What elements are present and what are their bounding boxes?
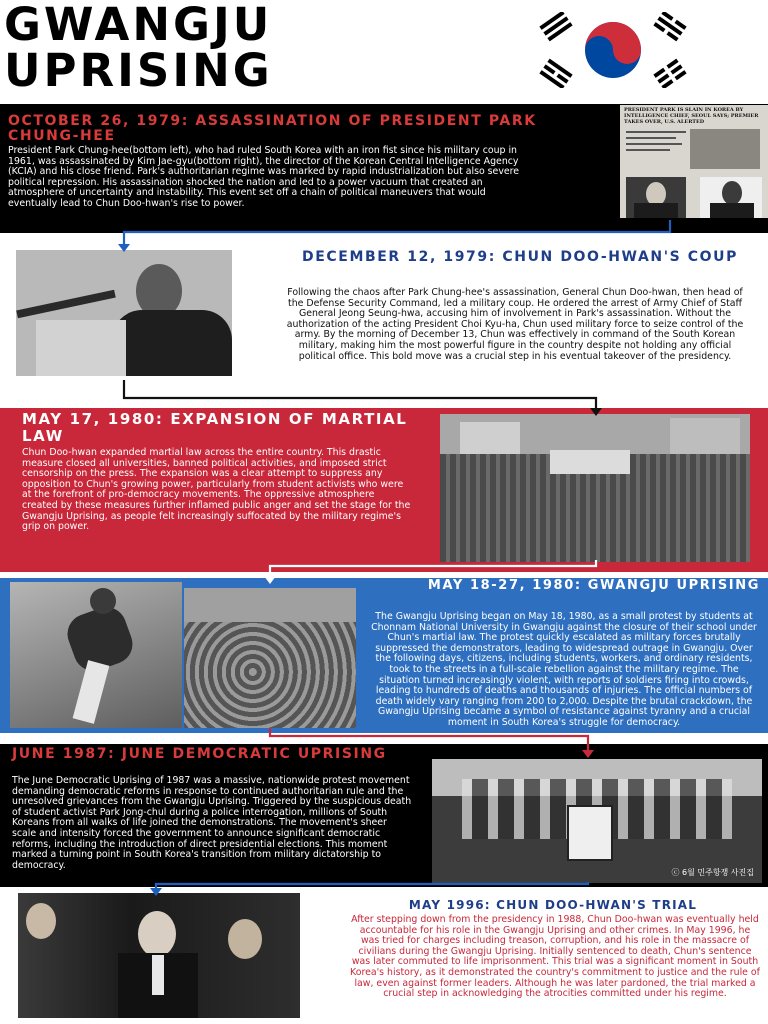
title-line-1: GWANGJU — [4, 0, 273, 51]
south-korea-flag-icon — [528, 12, 698, 88]
section-3-heading: MAY 17, 1980: EXPANSION OF MARTIAL LAW — [22, 410, 408, 445]
section-1-heading: OCTOBER 26, 1979: ASSASSINATION OF PRESIDENT PARK CHUNG-HEE — [8, 113, 537, 144]
portrait-kim-jae-gyu — [700, 177, 762, 218]
section-4-protest-photo-1 — [10, 582, 182, 728]
portrait-park-chung-hee — [626, 177, 686, 218]
section-4-text: The Gwangju Uprising began on May 18, 1980, as a small protest by students at Chonnam National University in Gwangju against the closure of their school under Chun's martial law. The protest quickly escalated as military forces brutally suppressed the demonstrators, leading to widespread outrage in Gwangju. Over the following days, citizens, including students, workers, and ordinary residents, took to the streets in a full-scale rebellion against the military regime. The situation turned increasingly violent, with reports of soldiers firing into crowds, leading to hundreds of deaths and thousands of injuries. The official numbers of death widely vary ranging from 200 to 2,000. Despite the brutal crackdown, the Gwangju Uprising became a symbol of resistance against tyranny and a crucial moment in South Korea's struggle for democracy. — [371, 611, 757, 728]
section-2-heading: DECEMBER 12, 1979: CHUN DOO-HWAN'S COUP — [302, 249, 738, 265]
photo-caption: ⓒ 6월 민주항쟁 사진집 — [671, 868, 754, 877]
section-1-text: President Park Chung-hee(bottom left), who had ruled South Korea with an iron fist since his military coup in 1961, was assassinated by Kim Jae-gyu(bottom right), the director of the Korean Central Intelligence Agency (KCIA) and his close friend. Park's authoritarian regime was marked by rapid industrialization but also severe political repression. His assassination shocked the nation and led to a power vacuum that created an atmosphere of uncertainty and instability. This event set off a chain of political maneuvers that would eventually lead to Chun Doo-hwan's rise to power. — [8, 145, 520, 209]
section-4-heading: MAY 18-27, 1980: GWANGJU UPRISING — [427, 578, 760, 593]
section-6-heading: MAY 1996: CHUN DOO-HWAN'S TRIAL — [408, 898, 698, 912]
section-6-trial-photo — [18, 893, 300, 1018]
section-4-protest-photo-2 — [184, 588, 356, 728]
section-5-june-uprising-photo — [432, 759, 762, 883]
section-5-heading: JUNE 1987: JUNE DEMOCRATIC UPRISING — [12, 746, 387, 762]
newspaper-headline: PRESIDENT PARK IS SLAIN IN KOREA BY INTELLIGENCE CHIEF, SEOUL SAYS; PREMIER TAKES OVER, U.S. ALERTED — [624, 107, 759, 125]
section-2-chun-photo — [16, 250, 232, 376]
section-1-newspaper-photo — [620, 105, 768, 218]
title-line-2: UPRISING — [4, 44, 273, 97]
section-5-text: The June Democratic Uprising of 1987 was a massive, nationwide protest movement demanding democratic reforms in response to continued authoritarian rule and the unresolved grievances from the Gwangju Uprising. Triggered by the suspicious death of student activist Park Jong-chul during a police interrogation, millions of South Koreans from all walks of life joined the demonstrations. The movement's sheer scale and intensity forced the government to announce significant democratic reforms, including the introduction of direct presidential elections. This moment marked a turning point in South Korea's transition from military dictatorship to democracy. — [12, 775, 412, 871]
section-6-text: After stepping down from the presidency in 1988, Chun Doo-hwan was eventually held accountable for his role in the Gwangju Uprising and other crimes. In May 1996, he was tried for charges including treason, corruption, and his role in the massacre of civilians during the Gwangju Uprising. Initially sentenced to death, Chun's sentence was later commuted to life imprisonment. This trial was a significant moment in South Korea's history, as it demonstrated the country's commitment to justice and the rule of law, even against former leaders. Although he was later pardoned, the trial marked a crucial step in acknowledging the atrocities committed under his regime. — [350, 914, 760, 1000]
section-3-text: Chun Doo-hwan expanded martial law across the entire country. This drastic measure closed all universities, banned political activities, and imposed strict censorship on the press. The expansion was a clear attempt to suppress any opposition to Chun's growing power, particularly from student activists who were at the forefront of pro-democracy movements. The oppressive atmosphere created by these measures further inflamed public anger and set the stage for the Gwangju Uprising, as people felt increasingly suffocated by the military regime's grip on power. — [22, 447, 411, 533]
page-title — [4, 0, 484, 97]
section-3-martial-law-photo — [440, 414, 750, 562]
section-2-text: Following the chaos after Park Chung-hee's assassination, General Chun Doo-hwan, then head of the Defense Security Command, led a military coup. He ordered the arrest of Army Chief of Staff General Jeong Seung-hwa, accusing him of involvement in Park's assassination. Without the authorization of the acting President Choi Kyu-ha, Chun used military force to seize control of the army. By the morning of December 13, Chun was effectively in command of the South Korean military, making him the most powerful figure in the country despite not holding any official political office. This bold move was a crucial step in his eventual takeover of the presidency. — [286, 287, 744, 362]
